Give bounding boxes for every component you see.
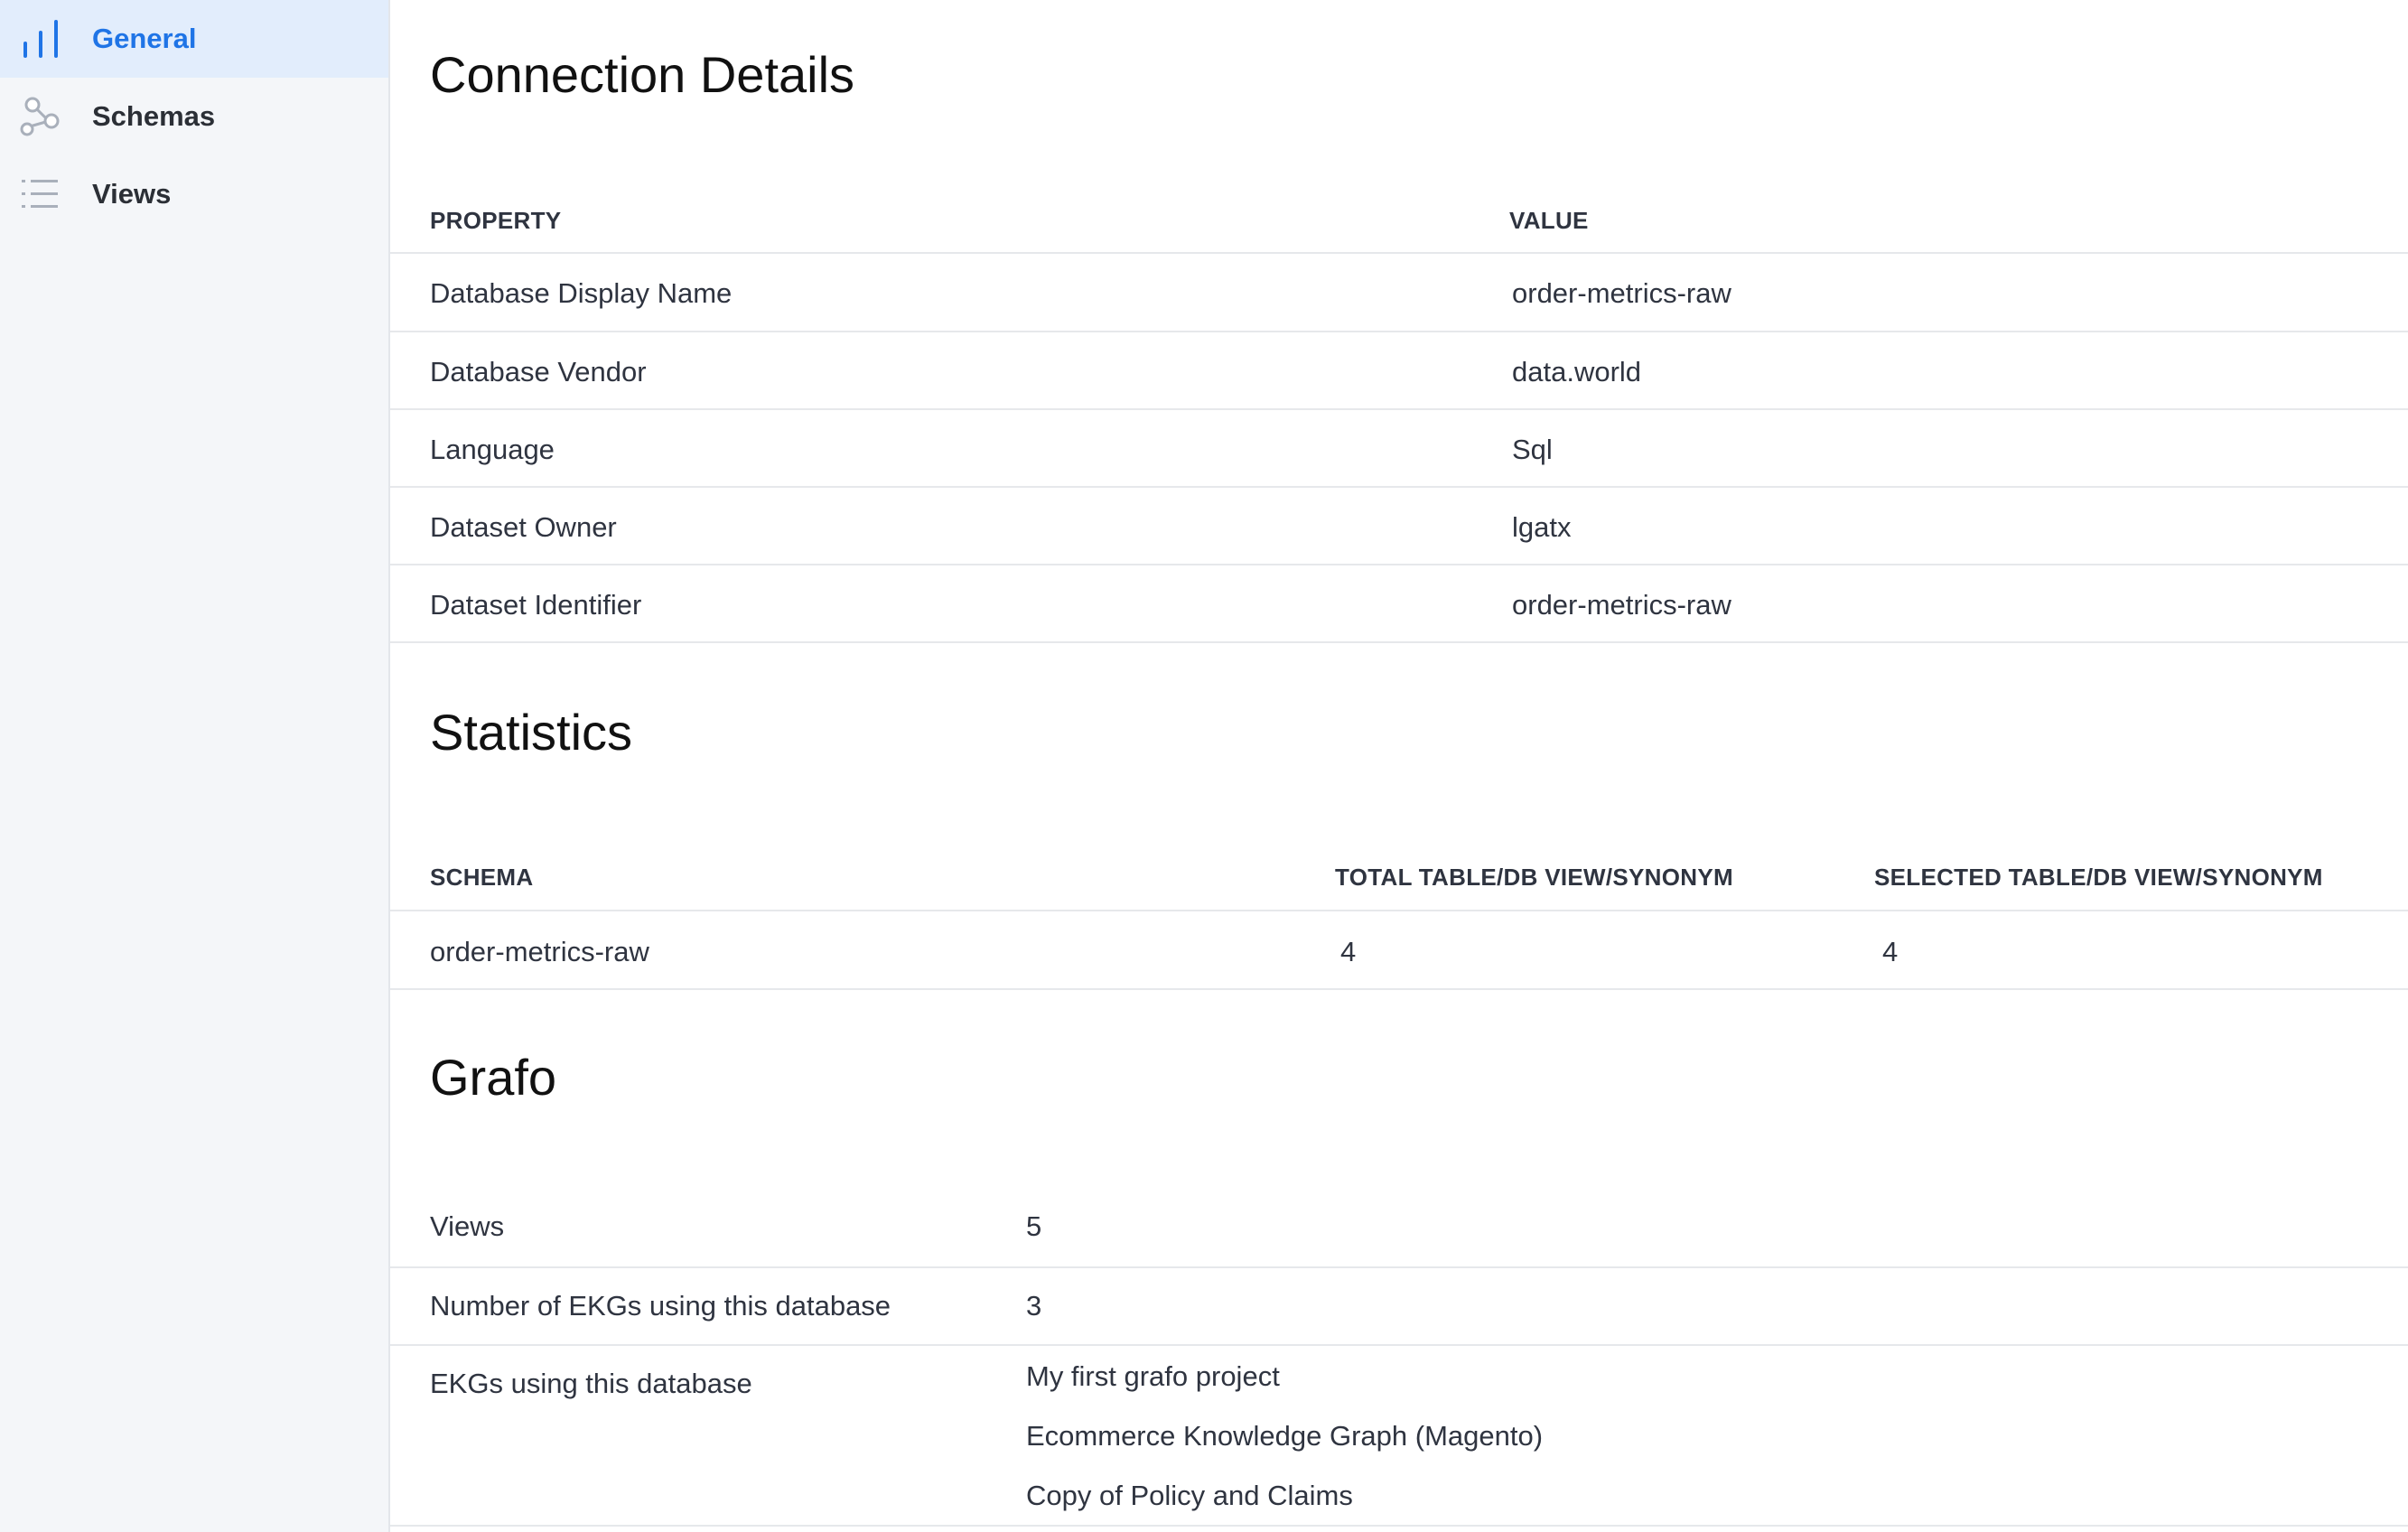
table-row [390, 910, 2408, 990]
table-row [390, 486, 2408, 564]
grafo-title: Grafo [430, 1049, 557, 1106]
total-column-header: TOTAL TABLE/DB VIEW/SYNONYM [1335, 864, 1733, 891]
table-row [390, 564, 2408, 643]
sidebar-item-general[interactable] [0, 0, 388, 78]
table-row [390, 408, 2408, 486]
value-cell: Sql [1512, 434, 1553, 465]
property-cell: Database Display Name [430, 277, 733, 309]
sidebar-item-views[interactable] [0, 155, 388, 233]
sidebar [0, 0, 390, 1532]
bar-chart-icon [18, 16, 63, 61]
selected-column-header: SELECTED TABLE/DB VIEW/SYNONYM [1874, 864, 2323, 891]
connection-details-title: Connection Details [430, 46, 855, 103]
views-label: Views [430, 1210, 505, 1242]
sidebar-item-schemas[interactable] [0, 78, 388, 155]
ekg-count-value: 3 [1026, 1290, 1042, 1322]
table-row [390, 1344, 2408, 1527]
property-column-header: PROPERTY [430, 207, 562, 234]
sidebar-item-label: Views [92, 178, 172, 210]
table-row [390, 331, 2408, 408]
schema-cell: order-metrics-raw [430, 936, 649, 967]
list-icon [18, 172, 63, 217]
schema-nodes-icon [18, 94, 63, 139]
table-row [390, 252, 2408, 331]
value-cell: order-metrics-raw [1512, 589, 1731, 621]
statistics-title: Statistics [430, 704, 633, 761]
ekgs-label: EKGs using this database [430, 1368, 752, 1399]
sidebar-item-label: General [92, 23, 197, 54]
total-cell: 4 [1340, 936, 1357, 967]
ekg-list-item[interactable]: Ecommerce Knowledge Graph (Magento) [1026, 1420, 1544, 1452]
main-content [390, 0, 2408, 1532]
ekg-list-item[interactable]: My first grafo project [1026, 1360, 1280, 1392]
selected-cell: 4 [1882, 936, 1899, 967]
table-row [390, 1266, 2408, 1344]
value-cell: data.world [1512, 356, 1642, 388]
ekg-count-label: Number of EKGs using this database [430, 1290, 891, 1322]
property-cell: Dataset Owner [430, 511, 617, 543]
sidebar-item-label: Schemas [92, 100, 216, 132]
value-cell: lgatx [1512, 511, 1572, 543]
ekg-list-item[interactable]: Copy of Policy and Claims [1026, 1480, 1353, 1511]
value-column-header: VALUE [1509, 207, 1589, 234]
schema-column-header: SCHEMA [430, 864, 534, 891]
value-cell: order-metrics-raw [1512, 277, 1731, 309]
property-cell: Language [430, 434, 555, 465]
property-cell: Database Vendor [430, 356, 647, 388]
views-value: 5 [1026, 1210, 1042, 1242]
property-cell: Dataset Identifier [430, 589, 642, 621]
